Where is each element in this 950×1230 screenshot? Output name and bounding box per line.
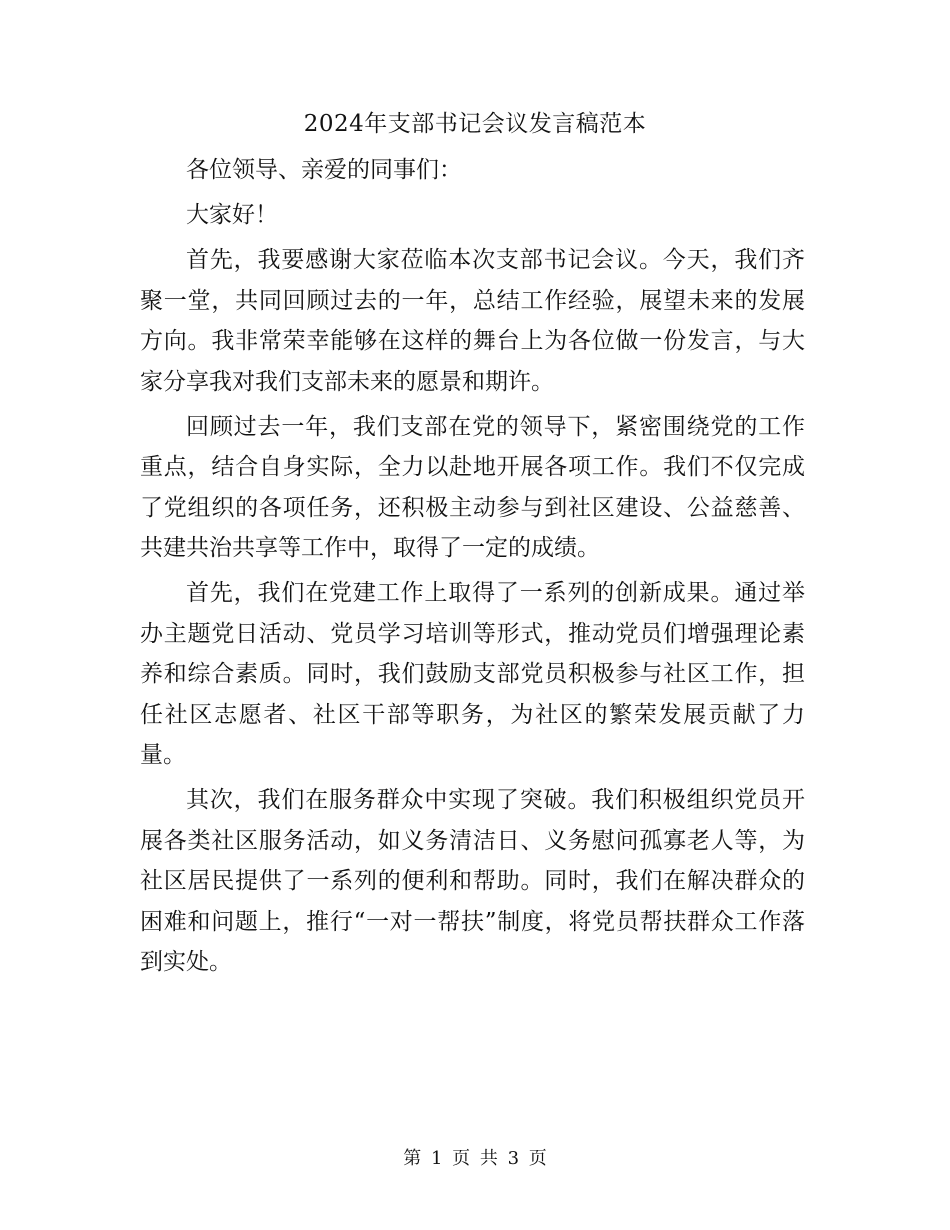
- paragraph-party-building: 首先，我们在党建工作上取得了一系列的创新成果。通过举办主题党日活动、党员学习培训等形式，推动党员们增强理论素养和综合素质。同时，我们鼓励支部党员积极参与社区工作，担任社区志愿者、社区干部等职务，为社区的繁荣发展贡献了力量。: [140, 580, 805, 768]
- paragraph-review: 回顾过去一年，我们支部在党的领导下，紧密围绕党的工作重点，结合自身实际，全力以赴地开展各项工作。我们不仅完成了党组织的各项任务，还积极主动参与到社区建设、公益慈善、共建共治共享等工作中，取得了一定的成绩。: [140, 413, 805, 561]
- paragraph-greeting: 大家好！: [186, 202, 278, 228]
- document-body: [140, 150, 805, 987]
- paragraph-public-service: 其次，我们在服务群众中实现了突破。我们积极组织党员开展各类社区服务活动，如义务清洁日、义务慰问孤寡老人等，为社区居民提供了一系列的便利和帮助。同时，我们在解决群众的困难和问题上，推行“一对一帮扶”制度，将党员帮扶群众工作落到实处。: [140, 787, 805, 975]
- page-number-footer: 第 1 页 共 3 页: [403, 1148, 547, 1169]
- document-title: 2024年支部书记会议发言稿范本: [303, 111, 647, 137]
- paragraph-intro: 首先，我要感谢大家莅临本次支部书记会议。今天，我们齐聚一堂，共同回顾过去的一年，总结工作经验，展望未来的发展方向。我非常荣幸能够在这样的舞台上为各位做一份发言，与大家分享我对我们支部未来的愿景和期许。: [140, 247, 805, 395]
- paragraph-salutation: 各位领导、亲爱的同事们：: [186, 157, 462, 183]
